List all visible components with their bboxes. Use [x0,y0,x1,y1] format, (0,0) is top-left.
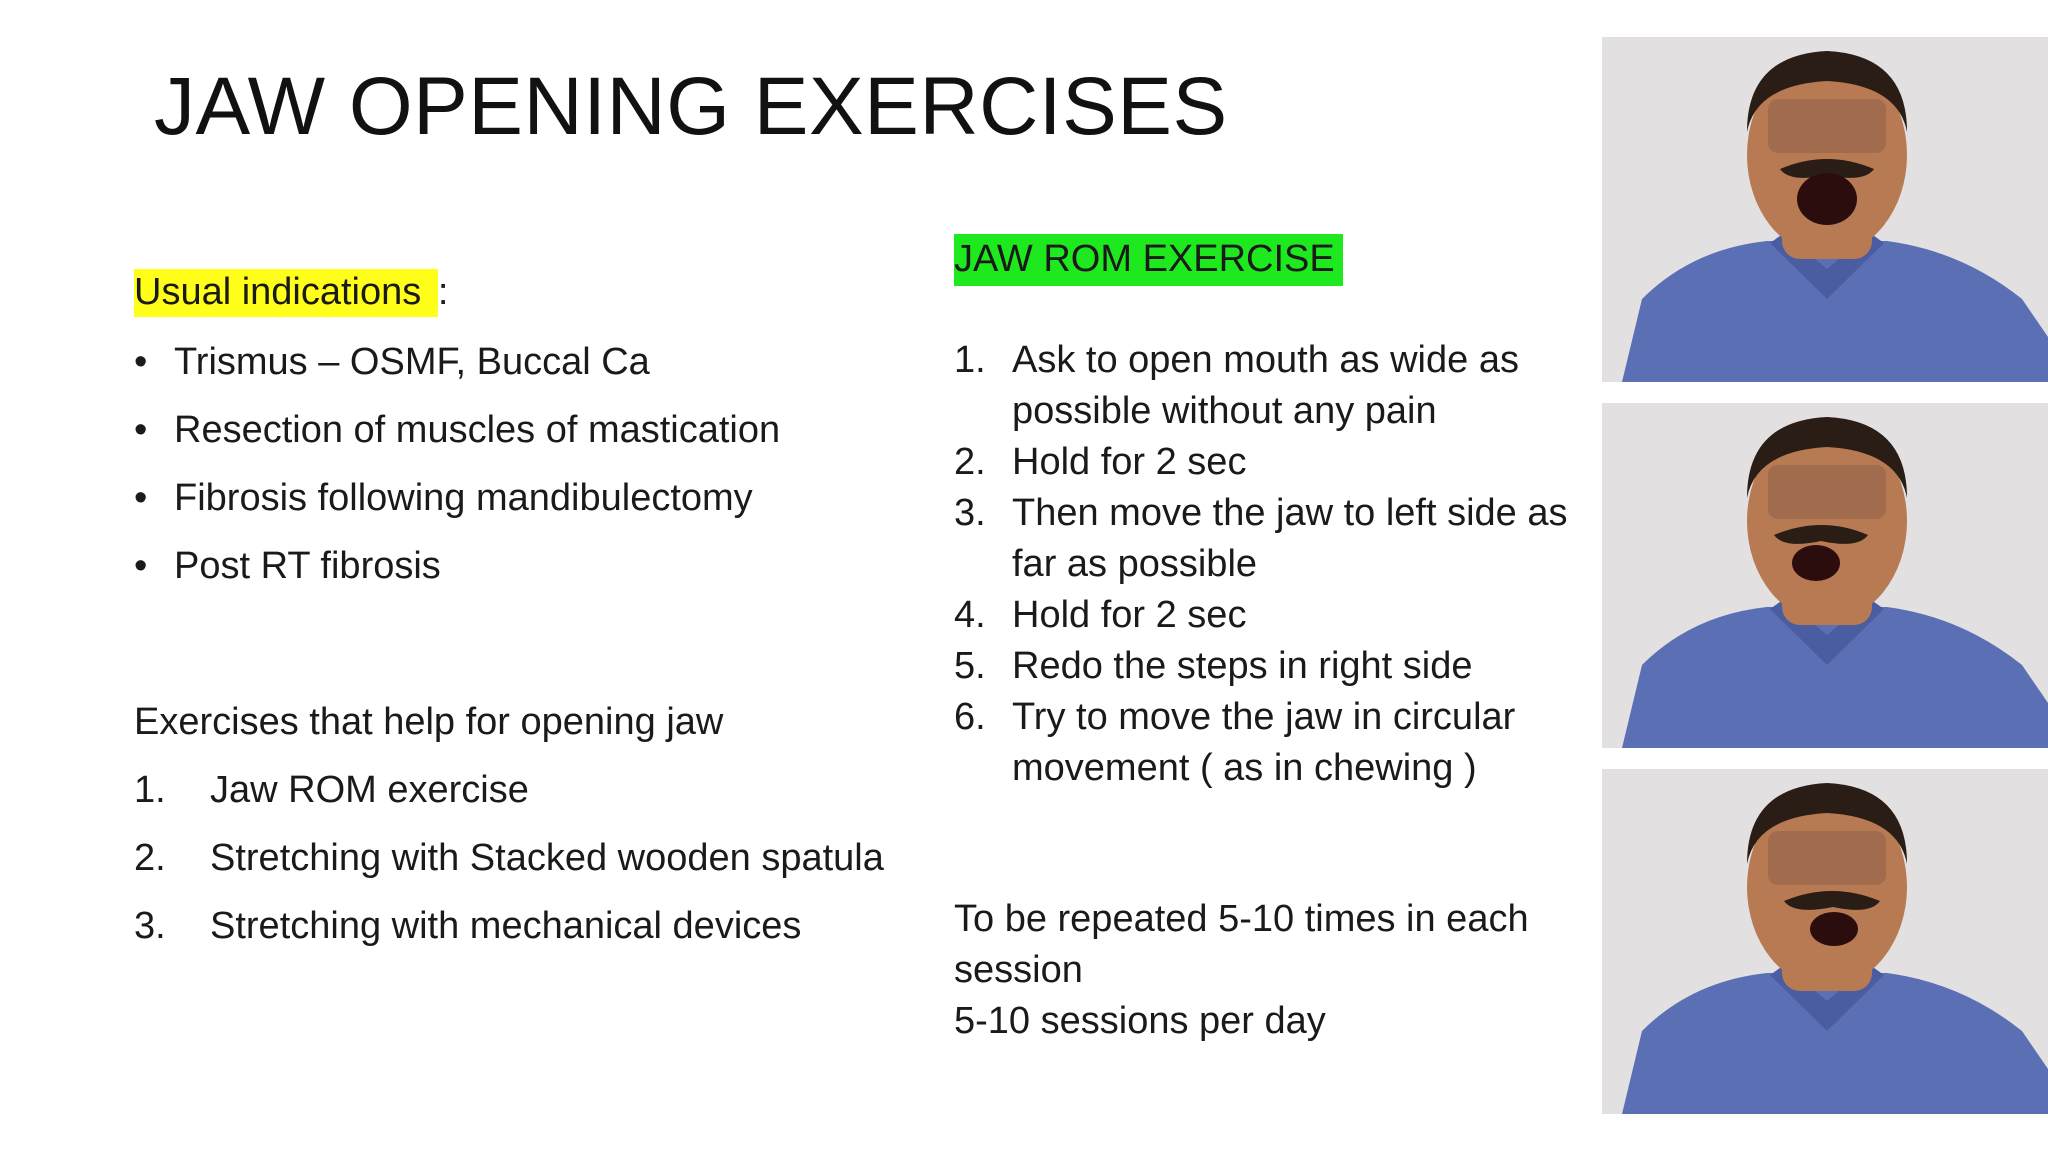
list-item: 3. Stretching with mechanical devices [134,905,802,947]
exercises-list [134,756,934,960]
indications-section [134,270,934,960]
list-item: • Post RT fibrosis [134,532,934,600]
person-photo-icon [1602,37,2048,382]
rom-heading-label: JAW ROM EXERCISE [954,234,1343,286]
indications-heading [134,270,934,328]
list-item: 2. Hold for 2 sec [954,441,1247,483]
list-item: 2. Stretching with Stacked wooden spatula [134,837,884,879]
slide-title: JAW OPENING EXERCISES [154,61,1228,152]
indications-colon: : [437,271,449,313]
rom-section [954,233,1594,1047]
rom-steps-list [954,335,1594,794]
list-item: 1. Jaw ROM exercise [134,769,529,811]
bullet-icon: • [134,477,148,519]
list-item: • Trismus – OSMF, Buccal Ca [134,328,934,396]
bullet-icon: • [134,409,148,451]
bullet-icon: • [134,341,148,383]
person-photo-icon [1602,769,2048,1114]
indications-list [134,328,934,600]
exercise-photo-open-mouth [1602,37,2048,382]
bullet-icon: • [134,545,148,587]
list-item: 3. Then move the jaw to left side as far as possible [954,492,1568,585]
list-item: • Resection of muscles of mastication [134,396,934,464]
list-item: 6. Try to move the jaw in circular movement ( as in chewing ) [954,696,1516,789]
exercise-photo-jaw-right [1602,769,2048,1114]
person-photo-icon [1602,403,2048,748]
repetition-note: To be repeated 5-10 times in each session 5-10 sessions per day [954,898,1529,1042]
list-item: 1. Ask to open mouth as wide as possible without any pain [954,339,1519,432]
photo-column [1602,37,2048,1114]
rom-heading [954,233,1594,303]
list-item: • Fibrosis following mandibulectomy [134,464,934,532]
exercises-heading: Exercises that help for opening jaw [134,701,724,743]
indications-label: Usual indications [134,269,438,317]
list-item: 5. Redo the steps in right side [954,645,1473,687]
list-item: 4. Hold for 2 sec [954,594,1247,636]
exercise-photo-jaw-left [1602,403,2048,748]
